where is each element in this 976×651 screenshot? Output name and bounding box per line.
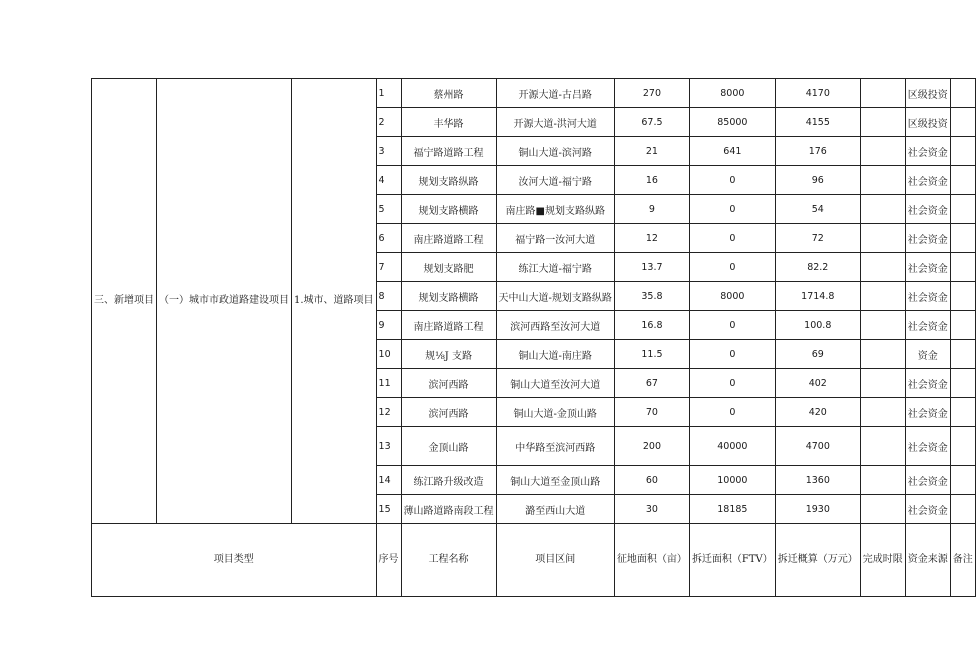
row-funding: 社会资金 <box>905 495 950 524</box>
row-remark <box>950 466 975 495</box>
row-funding: 社会资金 <box>905 427 950 466</box>
row-funding: 社会资金 <box>905 224 950 253</box>
row-section: 天中山大道-规划支路纵路 <box>496 282 614 311</box>
row-land-area: 270 <box>614 79 689 108</box>
row-remark <box>950 398 975 427</box>
row-section: 开源大道-古吕路 <box>496 79 614 108</box>
row-section: 练江大道-福宁路 <box>496 253 614 282</box>
row-demolish-area: 641 <box>689 137 775 166</box>
row-budget: 402 <box>775 369 860 398</box>
row-section: 滨河西路至汝河大道 <box>496 311 614 340</box>
row-land-area: 11.5 <box>614 340 689 369</box>
row-completion <box>860 108 905 137</box>
row-land-area: 9 <box>614 195 689 224</box>
row-project-name: 规划支路肥 <box>401 253 496 282</box>
row-section: 中华路至滨河西路 <box>496 427 614 466</box>
row-demolish-area: 0 <box>689 369 775 398</box>
project-table <box>91 78 976 597</box>
row-seq: 8 <box>376 282 401 311</box>
row-funding: 社会资金 <box>905 137 950 166</box>
row-funding: 社会资金 <box>905 253 950 282</box>
row-budget: 1930 <box>775 495 860 524</box>
row-land-area: 67.5 <box>614 108 689 137</box>
header-section: 项目区间 <box>496 524 614 597</box>
header-seq: 序号 <box>376 524 401 597</box>
header-name: 工程名称 <box>401 524 496 597</box>
row-demolish-area: 0 <box>689 195 775 224</box>
row-section: 铜山大道-滨河路 <box>496 137 614 166</box>
row-remark <box>950 166 975 195</box>
row-funding: 社会资金 <box>905 311 950 340</box>
row-budget: 4155 <box>775 108 860 137</box>
row-budget: 176 <box>775 137 860 166</box>
row-completion <box>860 137 905 166</box>
row-seq: 4 <box>376 166 401 195</box>
row-seq: 14 <box>376 466 401 495</box>
row-budget: 100.8 <box>775 311 860 340</box>
row-seq: 13 <box>376 427 401 466</box>
row-demolish-area: 0 <box>689 253 775 282</box>
row-land-area: 70 <box>614 398 689 427</box>
row-project-name: 规⅛J 支路 <box>401 340 496 369</box>
row-seq: 11 <box>376 369 401 398</box>
row-demolish-area: 0 <box>689 311 775 340</box>
row-project-name: 规划支路横路 <box>401 282 496 311</box>
row-demolish-area: 85000 <box>689 108 775 137</box>
header-demolish: 拆迁面积（FTV） <box>689 524 775 597</box>
row-section: 铜山大道至金顶山路 <box>496 466 614 495</box>
row-completion <box>860 253 905 282</box>
row-section: 铜山大道-南庄路 <box>496 340 614 369</box>
row-seq: 15 <box>376 495 401 524</box>
row-budget: 4170 <box>775 79 860 108</box>
row-demolish-area: 10000 <box>689 466 775 495</box>
row-budget: 1714.8 <box>775 282 860 311</box>
row-project-name: 规划支路横路 <box>401 195 496 224</box>
row-project-name: 金顶山路 <box>401 427 496 466</box>
row-budget: 69 <box>775 340 860 369</box>
row-completion <box>860 398 905 427</box>
row-land-area: 200 <box>614 427 689 466</box>
row-section: 开源大道-洪河大道 <box>496 108 614 137</box>
row-completion <box>860 466 905 495</box>
row-remark <box>950 340 975 369</box>
row-project-name: 丰华路 <box>401 108 496 137</box>
table-row <box>92 79 976 108</box>
row-land-area: 30 <box>614 495 689 524</box>
row-remark <box>950 311 975 340</box>
row-completion <box>860 79 905 108</box>
row-project-name: 练江路升级改造 <box>401 466 496 495</box>
row-funding: 区级投资 <box>905 108 950 137</box>
row-project-name: 薄山路道路南段工程 <box>401 495 496 524</box>
row-section: 南庄路■规划支路纵路 <box>496 195 614 224</box>
row-remark <box>950 195 975 224</box>
row-seq: 5 <box>376 195 401 224</box>
row-project-name: 蔡州路 <box>401 79 496 108</box>
row-section: 铜山大道至汝河大道 <box>496 369 614 398</box>
row-seq: 6 <box>376 224 401 253</box>
category-level1: 三、新增项目 <box>92 79 157 524</box>
row-funding: 区级投资 <box>905 79 950 108</box>
row-demolish-area: 0 <box>689 340 775 369</box>
row-seq: 10 <box>376 340 401 369</box>
row-remark <box>950 253 975 282</box>
category-level3: 1.城市、道路项目 <box>292 79 377 524</box>
row-demolish-area: 40000 <box>689 427 775 466</box>
row-demolish-area: 8000 <box>689 79 775 108</box>
row-remark <box>950 224 975 253</box>
row-section: 潞至西山大道 <box>496 495 614 524</box>
row-project-name: 南庄路道路工程 <box>401 224 496 253</box>
row-completion <box>860 369 905 398</box>
row-budget: 4700 <box>775 427 860 466</box>
row-funding: 社会资金 <box>905 398 950 427</box>
row-budget: 54 <box>775 195 860 224</box>
header-land: 征地面积（亩） <box>614 524 689 597</box>
row-project-name: 规划支路纵路 <box>401 166 496 195</box>
row-funding: 社会资金 <box>905 282 950 311</box>
row-seq: 1 <box>376 79 401 108</box>
row-land-area: 21 <box>614 137 689 166</box>
row-section: 汝河大道-福宁路 <box>496 166 614 195</box>
row-budget: 420 <box>775 398 860 427</box>
row-completion <box>860 340 905 369</box>
row-land-area: 60 <box>614 466 689 495</box>
row-completion <box>860 195 905 224</box>
row-completion <box>860 495 905 524</box>
header-type: 项目类型 <box>92 524 377 597</box>
header-completion: 完成时限 <box>860 524 905 597</box>
row-demolish-area: 0 <box>689 398 775 427</box>
row-budget: 1360 <box>775 466 860 495</box>
row-land-area: 13.7 <box>614 253 689 282</box>
row-project-name: 南庄路道路工程 <box>401 311 496 340</box>
row-funding: 社会资金 <box>905 369 950 398</box>
header-funding: 资金来源 <box>905 524 950 597</box>
row-budget: 82.2 <box>775 253 860 282</box>
row-funding: 社会资金 <box>905 166 950 195</box>
row-project-name: 福宁路道路工程 <box>401 137 496 166</box>
row-demolish-area: 0 <box>689 224 775 253</box>
row-land-area: 35.8 <box>614 282 689 311</box>
row-seq: 9 <box>376 311 401 340</box>
row-completion <box>860 224 905 253</box>
header-row <box>92 524 976 597</box>
header-remark: 备注 <box>950 524 975 597</box>
row-remark <box>950 79 975 108</box>
category-level2: （一）城市市政道路建设项目 <box>157 79 292 524</box>
row-remark <box>950 495 975 524</box>
row-completion <box>860 166 905 195</box>
row-section: 福宁路一汝河大道 <box>496 224 614 253</box>
row-remark <box>950 369 975 398</box>
row-completion <box>860 282 905 311</box>
row-demolish-area: 18185 <box>689 495 775 524</box>
row-completion <box>860 311 905 340</box>
row-completion <box>860 427 905 466</box>
row-funding: 社会资金 <box>905 466 950 495</box>
row-land-area: 16.8 <box>614 311 689 340</box>
row-remark <box>950 282 975 311</box>
row-seq: 7 <box>376 253 401 282</box>
row-funding: 社会资金 <box>905 195 950 224</box>
row-remark <box>950 427 975 466</box>
row-demolish-area: 8000 <box>689 282 775 311</box>
row-budget: 72 <box>775 224 860 253</box>
row-seq: 12 <box>376 398 401 427</box>
header-budget: 拆迁概算（万元） <box>775 524 860 597</box>
row-demolish-area: 0 <box>689 166 775 195</box>
row-funding: 资金 <box>905 340 950 369</box>
row-land-area: 16 <box>614 166 689 195</box>
row-seq: 2 <box>376 108 401 137</box>
row-budget: 96 <box>775 166 860 195</box>
row-project-name: 滨河西路 <box>401 369 496 398</box>
row-seq: 3 <box>376 137 401 166</box>
row-section: 铜山大道-金顶山路 <box>496 398 614 427</box>
table-body <box>92 79 976 524</box>
row-remark <box>950 108 975 137</box>
row-project-name: 滨河西路 <box>401 398 496 427</box>
row-land-area: 67 <box>614 369 689 398</box>
row-remark <box>950 137 975 166</box>
row-land-area: 12 <box>614 224 689 253</box>
